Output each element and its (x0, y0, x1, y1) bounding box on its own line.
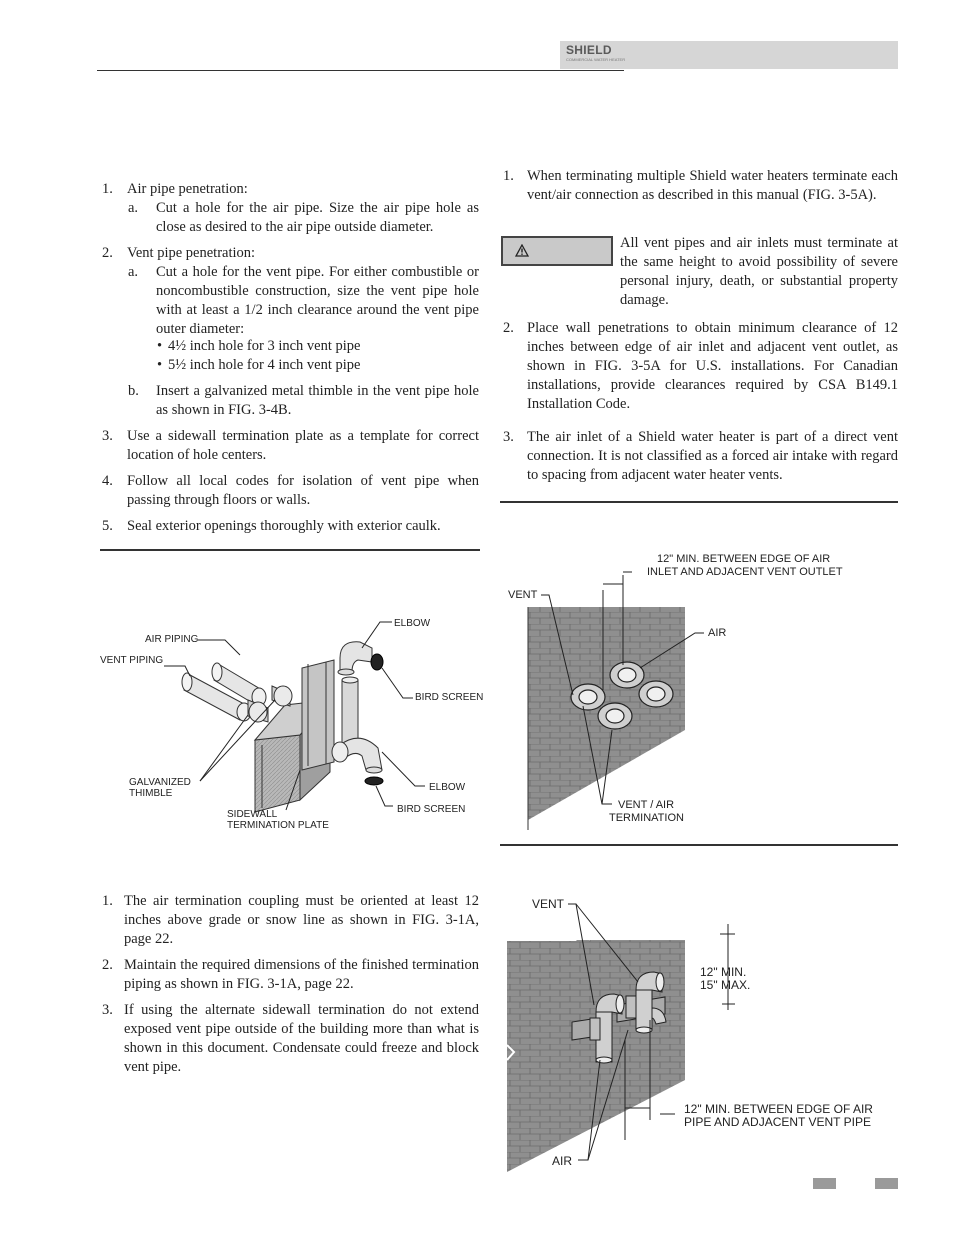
bullet-text: 5½ inch hole for 4 inch vent pipe (168, 357, 361, 373)
footer-tab-left (813, 1178, 836, 1189)
sub-letter: a. (128, 264, 139, 280)
label-bird-screen-bottom: BIRD SCREEN (397, 804, 466, 815)
alternate-termination-illustration (500, 890, 898, 1180)
label-clearance-line2: PIPE AND ADJACENT VENT PIPE (684, 1115, 871, 1129)
sub-item-text: Cut a hole for the air pipe. Size the air pipe hole as close as desired to the air pipe outside diameter. (156, 200, 479, 235)
shield-logo: SHIELD (566, 43, 612, 57)
warning-icon (515, 244, 529, 257)
figure-sidewall-termination (95, 600, 490, 845)
figure-multiple-termination (500, 545, 898, 835)
list-item-text: Seal exterior openings thoroughly with exterior caulk. (127, 518, 441, 534)
list-item-text: If using the alternate sidewall termination do not extend exposed vent pipe outside of the building more than what is shown in this document. Condensate could freeze and block vent pipe. (124, 1002, 479, 1075)
bullet: • (157, 338, 163, 354)
list-number: 1. (102, 893, 113, 909)
list-number: 1. (503, 168, 514, 184)
figure-rule (500, 501, 898, 503)
list-number: 3. (102, 428, 113, 444)
list-item-text: The air termination coupling must be oriented at least 12 inches above grade or snow line as shown in FIG. 3-1A, page 22. (124, 893, 479, 947)
label-min: 12" MIN. (700, 965, 747, 979)
list-item-text: Follow all local codes for isolation of vent pipe when passing through floors or walls. (127, 473, 479, 508)
label-vent-air: VENT / AIR (618, 799, 675, 811)
list-item-text: Maintain the required dimensions of the finished termination piping as shown in FIG. 3-1A, page 22. (124, 957, 479, 992)
label-sidewall: SIDEWALL (227, 809, 278, 820)
bullet-text: 4½ inch hole for 3 inch vent pipe (168, 338, 361, 354)
label-thimble: THIMBLE (129, 788, 173, 799)
label-vent: VENT (508, 589, 538, 601)
label-termination: TERMINATION (609, 812, 684, 824)
sub-item-text: Cut a hole for the vent pipe. For either combustible or noncombustible construction, size the vent pipe hole with at least a 1/2 inch clearance around the vent pipe outer diameter: (156, 264, 479, 337)
shield-logo-subtext: COMMERCIAL WATER HEATER (566, 57, 626, 62)
list-number: 4. (102, 473, 113, 489)
list-item-text: Air pipe penetration: (127, 181, 248, 197)
label-air: AIR (708, 627, 727, 639)
label-vent: VENT (532, 897, 565, 911)
label-elbow-bottom: ELBOW (429, 782, 466, 793)
warning-badge (501, 236, 613, 266)
list-number: 1. (102, 181, 113, 197)
label-bird-screen-top: BIRD SCREEN (415, 692, 484, 703)
multiple-termination-illustration (500, 545, 898, 835)
list-item-text: Place wall penetrations to obtain minimum clearance of 12 inches between edge of air inlet and adjacent vent outlet, as shown in FIG. 3-5A for U.S. installations. For Canadian installations, provide clearances required by CSA B149.1 Installation Code. (527, 320, 898, 412)
list-number: 3. (503, 429, 514, 445)
label-clearance-line1: 12" MIN. BETWEEN EDGE OF AIR (657, 553, 831, 565)
list-number: 2. (102, 245, 113, 261)
footer-tab-right (875, 1178, 898, 1189)
sub-item-text: Insert a galvanized metal thimble in the vent pipe hole as shown in FIG. 3-4B. (156, 383, 479, 418)
list-number: 5. (102, 518, 113, 534)
header-rule (97, 70, 624, 71)
list-item-text: When terminating multiple Shield water heaters terminate each vent/air connection as described in this manual (FIG. 3-5A). (527, 168, 898, 203)
warning-text: All vent pipes and air inlets must terminate at the same height to avoid possibility of severe personal injury, death, or substantial property damage. (620, 235, 898, 308)
list-item-text: Use a sidewall termination plate as a template for correct location of hole centers. (127, 428, 479, 463)
label-vent-piping: VENT PIPING (100, 655, 164, 666)
list-item-text: Vent pipe penetration: (127, 245, 256, 261)
figure-alternate-termination (500, 890, 898, 1180)
label-galvanized: GALVANIZED (129, 777, 191, 788)
label-air: AIR (552, 1154, 573, 1168)
figure-rule (500, 844, 898, 846)
label-elbow-top: ELBOW (394, 618, 431, 629)
label-clearance-line1: 12" MIN. BETWEEN EDGE OF AIR (684, 1102, 873, 1116)
label-air-piping: AIR PIPING (145, 634, 199, 645)
sub-letter: b. (128, 383, 139, 399)
sub-letter: a. (128, 200, 139, 216)
figure-rule (100, 549, 480, 551)
label-termination-plate: TERMINATION PLATE (227, 820, 329, 831)
list-item-text: The air inlet of a Shield water heater is part of a direct vent connection. It is not classified as a forced air intake with regard to spacing from adjacent water heater vents. (527, 429, 898, 483)
list-number: 2. (503, 320, 514, 336)
bullet: • (157, 357, 163, 373)
list-number: 3. (102, 1002, 113, 1018)
label-clearance-line2: INLET AND ADJACENT VENT OUTLET (647, 566, 843, 578)
label-max: 15" MAX. (700, 978, 751, 992)
list-number: 2. (102, 957, 113, 973)
